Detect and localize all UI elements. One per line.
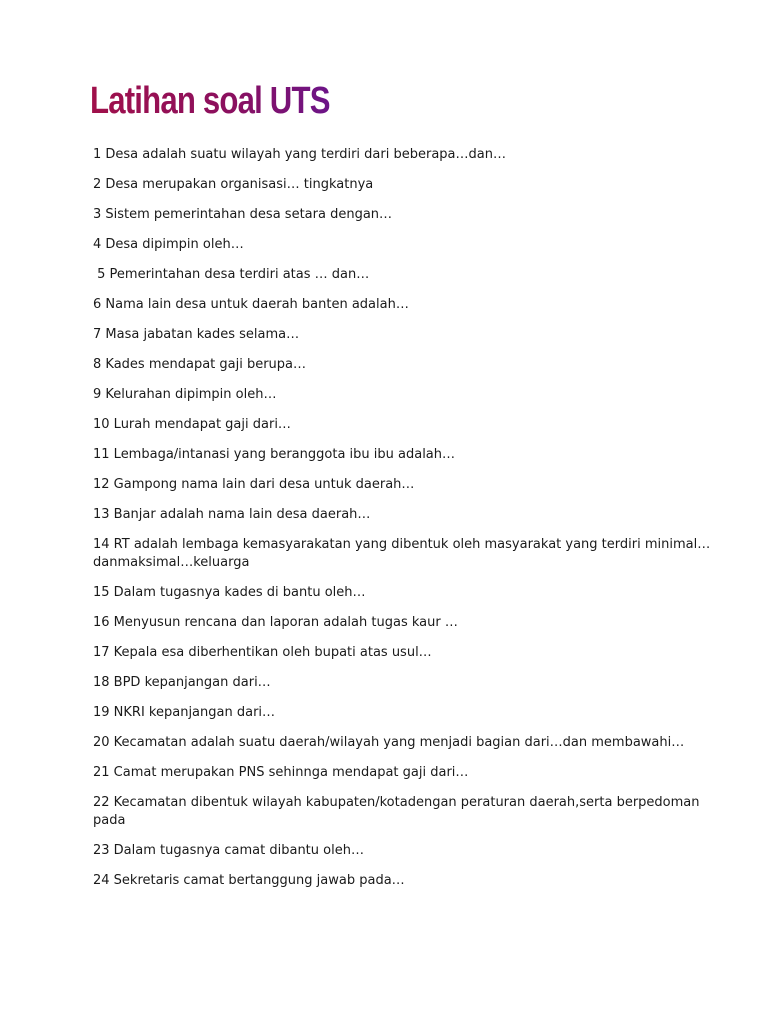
question-item: 20 Kecamatan adalah suatu daerah/wilayah yang menjadi bagian dari…dan membawahi… [93,735,685,750]
question-item: 10 Lurah mendapat gaji dari… [93,417,291,432]
question-item: 17 Kepala esa diberhentikan oleh bupati atas usul… [93,645,432,660]
question-item: 3 Sistem pemerintahan desa setara dengan… [93,207,393,222]
question-item: 19 NKRI kepanjangan dari… [93,705,276,720]
question-item: 1 Desa adalah suatu wilayah yang terdiri dari beberapa…dan… [93,147,506,162]
question-item: 22 Kecamatan dibentuk wilayah kabupaten/kotadengan peraturan daerah,serta berpedoman pada [93,795,704,828]
question-item: 5 Pemerintahan desa terdiri atas … dan… [93,267,370,282]
question-item: 16 Menyusun rencana dan laporan adalah tugas kaur … [93,615,458,630]
question-item: 4 Desa dipimpin oleh… [93,237,244,252]
question-item: 9 Kelurahan dipimpin oleh… [93,387,277,402]
document-title: Latihan soal UTS [90,80,330,122]
question-list [93,146,713,902]
question-item: 14 RT adalah lembaga kemasyarakatan yang dibentuk oleh masyarakat yang terdiri minimal…danmaksimal…keluarga [93,537,711,570]
question-item: 7 Masa jabatan kades selama… [93,327,300,342]
question-item: 18 BPD kepanjangan dari… [93,675,271,690]
question-item: 6 Nama lain desa untuk daerah banten adalah… [93,297,409,312]
question-item: 8 Kades mendapat gaji berupa… [93,357,307,372]
question-item: 13 Banjar adalah nama lain desa daerah… [93,507,371,522]
question-item: 23 Dalam tugasnya camat dibantu oleh… [93,843,364,858]
question-item: 21 Camat merupakan PNS sehinnga mendapat gaji dari… [93,765,469,780]
question-item: 15 Dalam tugasnya kades di bantu oleh… [93,585,366,600]
question-item: 2 Desa merupakan organisasi… tingkatnya [93,177,374,192]
question-item: 11 Lembaga/intanasi yang beranggota ibu ibu adalah… [93,447,456,462]
question-item: 24 Sekretaris camat bertanggung jawab pada… [93,873,405,888]
question-item: 12 Gampong nama lain dari desa untuk daerah… [93,477,415,492]
